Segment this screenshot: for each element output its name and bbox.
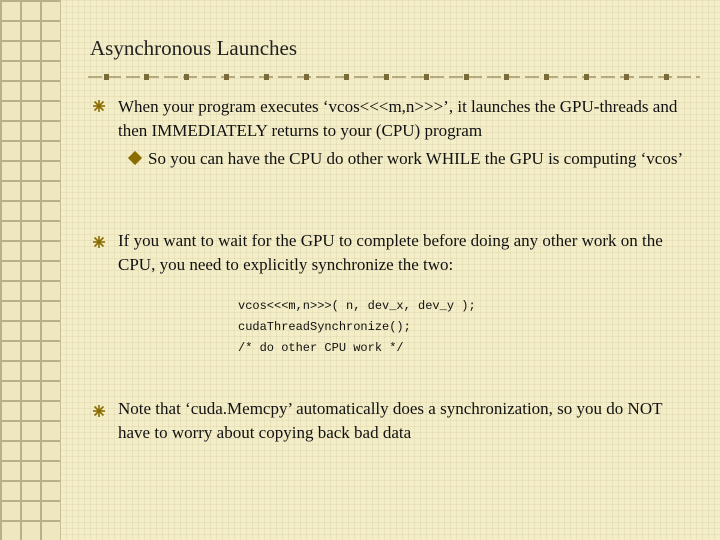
sub-bullet-text-1: So you can have the CPU do other work WHILE the GPU is computing ‘vcos’ xyxy=(148,149,684,168)
bullet-text-3: Note that ‘cuda.Memcpy’ automatically does a synchronization, so you do NOT have to worry about copying back bad data xyxy=(118,399,663,442)
title-divider xyxy=(88,74,700,80)
code-line-2: cudaThreadSynchronize(); xyxy=(238,320,411,334)
bullet-text-2: If you want to wait for the GPU to complete before doing any other work on the CPU, you need to explicitly synchronize the two: xyxy=(118,231,663,274)
decorative-left-border xyxy=(0,0,61,540)
code-line-1: vcos<<<m,n>>>( n, dev_x, dev_y ); xyxy=(238,299,476,313)
slide-title: Asynchronous Launches xyxy=(90,36,298,60)
asterisk-icon xyxy=(92,99,106,113)
diamond-icon xyxy=(128,151,142,165)
code-block xyxy=(238,296,476,359)
bullet-text-1: When your program executes ‘vcos<<<m,n>>>’, it launches the GPU-threads and then IMMEDIATELY returns to your (CPU) program xyxy=(118,97,678,140)
asterisk-icon xyxy=(92,404,106,418)
asterisk-icon xyxy=(92,235,106,249)
code-line-3: /* do other CPU work */ xyxy=(238,341,404,355)
